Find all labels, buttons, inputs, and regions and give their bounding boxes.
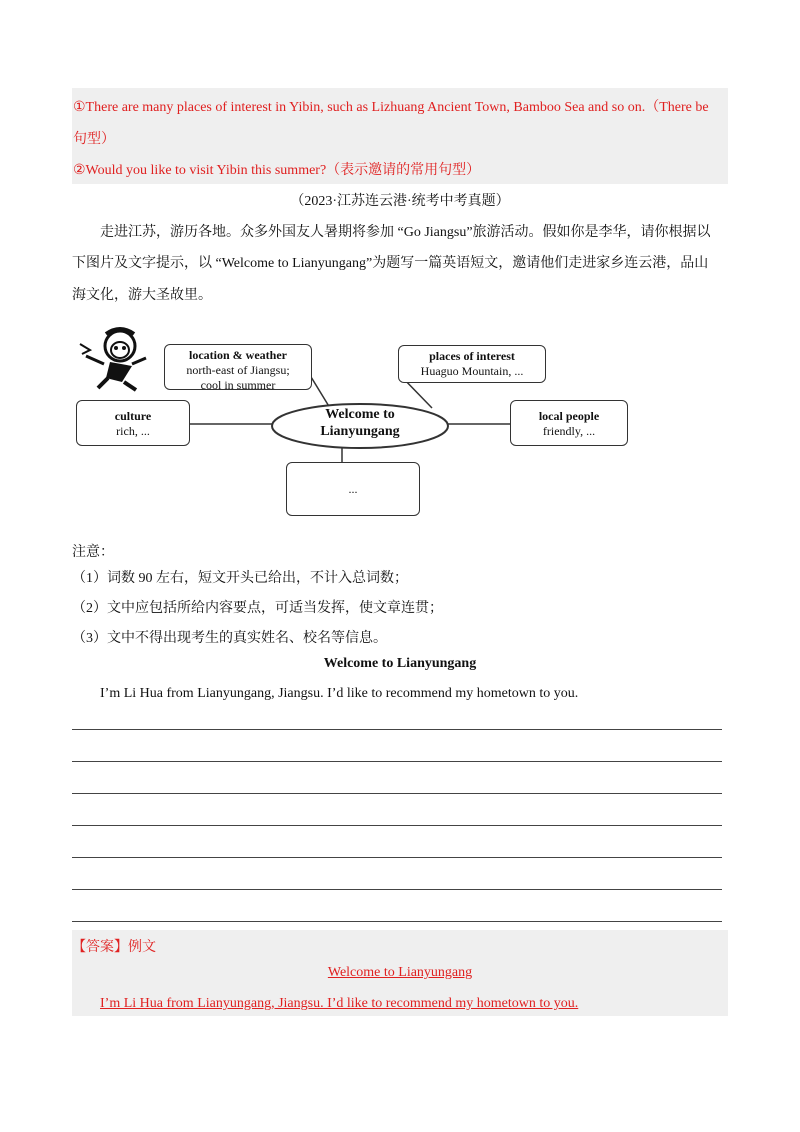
- mindmap-node-culture: [76, 400, 190, 446]
- question-para-line-3: 海文化，游大圣故里。: [72, 288, 212, 303]
- culture-head: culture: [114, 409, 152, 423]
- location-line-1: north-east of Jiangsu;: [186, 363, 290, 377]
- essay-opening: I’m Li Hua from Lianyungang, Jiangsu. I’d like to recommend my hometown to you.: [100, 686, 579, 701]
- question-para-line-2: 下图片及文字提示，以 “Welcome to Lianyungang”为题写一篇英语短文，邀请他们走进家乡连云港，品山: [72, 256, 709, 271]
- mindmap-node-local-people: [510, 400, 628, 446]
- answer-label-bracket: 【答案】: [72, 940, 128, 955]
- writing-line[interactable]: [72, 889, 722, 890]
- tip-line-1b: 句型）: [73, 132, 115, 147]
- note-2: （2）文中应包括所给内容要点，可适当发挥，使文章连贯；: [72, 601, 443, 616]
- writing-line[interactable]: [72, 729, 722, 730]
- writing-line[interactable]: [72, 857, 722, 858]
- people-head: local people: [538, 409, 600, 423]
- essay-title: Welcome to Lianyungang: [323, 656, 477, 671]
- location-head: location & weather: [189, 348, 287, 362]
- writing-line[interactable]: [72, 825, 722, 826]
- mindmap-node-places: [398, 345, 546, 383]
- writing-line[interactable]: [72, 793, 722, 794]
- center-line-1: Welcome to: [325, 407, 395, 422]
- blank-ellipsis: ...: [348, 482, 358, 496]
- mindmap-node-blank: [286, 462, 420, 516]
- answer-label: [72, 936, 156, 956]
- question-source: （2023·江苏连云港·统考中考真题）: [290, 194, 510, 209]
- people-line-1: friendly, ...: [542, 424, 596, 438]
- question-para-line-1: 走进江苏，游历各地。众多外国友人暑期将参加 “Go Jiangsu”旅游活动。假如你是李华，请你根据以: [100, 225, 711, 240]
- mindmap-node-location-weather: [164, 344, 312, 390]
- places-line-1: Huaguo Mountain, ...: [420, 364, 524, 378]
- writing-line[interactable]: [72, 921, 722, 922]
- note-1: （1）词数 90 左右，短文开头已给出，不计入总词数；: [72, 571, 408, 586]
- answer-opening: I’m Li Hua from Lianyungang, Jiangsu. I’d like to recommend my hometown to you.: [100, 996, 579, 1011]
- tip-line-2: ②Would you like to visit Yibin this summer?（表示邀请的常用句型）: [73, 163, 481, 178]
- answer-title: Welcome to Lianyungang: [327, 965, 473, 980]
- culture-line-1: rich, ...: [116, 424, 150, 438]
- mindmap: [72, 320, 752, 520]
- mascot-monkey-icon: [76, 322, 156, 394]
- note-3: （3）文中不得出现考生的真实姓名、校名等信息。: [72, 631, 387, 646]
- places-head: places of interest: [429, 349, 515, 363]
- tip-line-1: ①There are many places of interest in Yibin, such as Lizhuang Ancient Town, Bamboo Sea and so on.（There be: [73, 100, 709, 115]
- notes-title: 注意：: [72, 545, 114, 560]
- writing-line[interactable]: [72, 761, 722, 762]
- location-line-2: cool in summer: [200, 378, 276, 392]
- answer-label-text: 例文: [128, 940, 156, 955]
- center-line-2: Lianyungang: [320, 424, 400, 439]
- mindmap-center-label: [272, 406, 448, 440]
